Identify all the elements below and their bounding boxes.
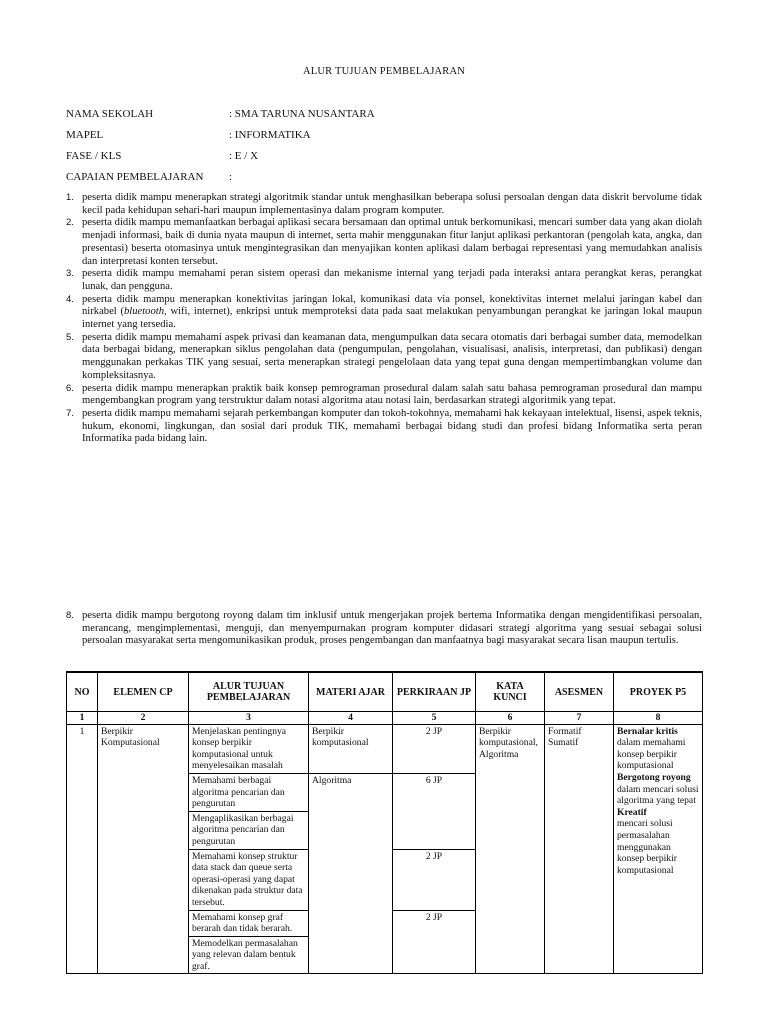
column-number: 6	[476, 712, 545, 725]
header-kata-kunci: KATA KUNCI	[476, 672, 545, 712]
cp-item	[66, 217, 702, 268]
header-materi: MATERI AJAR	[309, 672, 393, 712]
cp-text: , wifi, internet), enkripsi untuk memproteksi data pada saat melakukan penyambungan perangkat ke jaringan lokal maupun internet yang tersedia.	[82, 306, 702, 331]
cp-list-continued	[66, 610, 702, 648]
cell-no: 1	[67, 724, 98, 974]
column-number: 3	[189, 712, 309, 725]
meta-value: : INFORMATIKA	[229, 129, 311, 141]
cell-atp: Memahami konsep struktur data stack dan queue serta operasi-operasi yang dapat dikenakan pada struktur data tersebut.	[189, 849, 309, 910]
cell-jp: 2 JP	[393, 849, 476, 910]
cp-text: peserta didik mampu memahami sejarah perkembangan komputer dan tokoh-tokohnya, memahami hak kekayaan intelektual, lisensi, aspek teknis, hukum, ekonomi, lingkungan, dan sosial dari produk TIK, memahami berbagai bidang studi dan profesi bidang Informatika serta peran Informatika pada bidang lain.	[82, 407, 702, 445]
header-elemen-cp: ELEMEN CP	[98, 672, 189, 712]
p5-bold: Kreatif	[617, 806, 647, 818]
cp-item	[66, 408, 702, 446]
cp-text-italic: bluetooth	[124, 306, 165, 318]
cp-number: 4.	[66, 293, 74, 305]
document-title: ALUR TUJUAN PEMBELAJARAN	[302, 66, 466, 77]
header-atp: ALUR TUJUAN PEMBELAJARAN	[189, 672, 309, 712]
meta-value: :	[229, 171, 233, 183]
cp-text: peserta didik mampu memahami peran sistem operasi dan mekanisme internal yang terjadi pada interaksi antara perangkat keras, perangkat lunak, dan pengguna.	[82, 268, 702, 292]
column-number: 2	[98, 712, 189, 725]
table-header-row	[67, 672, 703, 712]
cell-elemen-cp: Berpikir Komputasional	[98, 724, 189, 974]
cp-number: 5.	[66, 331, 74, 343]
cell-atp: Memahami konsep graf berarah dan tidak berarah.	[189, 910, 309, 936]
cp-number: 8.	[66, 610, 74, 621]
meta-label: FASE / KLS	[66, 150, 122, 162]
header-jp: PERKIRAAN JP	[393, 672, 476, 712]
header-p5: PROYEK P5	[614, 672, 703, 712]
p5-text: dalam mencari solusi algoritma yang tepat	[617, 783, 699, 807]
cp-text: peserta didik mampu menerapkan strategi algoritmik standar untuk menghasilkan beberapa solusi persoalan dengan data diskrit bervolume tidak kecil pada kehidupan sehari-hari maupun implementasinya dalam program komputer.	[82, 192, 702, 216]
table-row	[67, 724, 703, 773]
cell-atp: Memahami berbagai algoritma pencarian dan pengurutan	[189, 773, 309, 811]
cp-text: peserta didik mampu memanfaatkan berbagai aplikasi secara bersamaan dan optimal untuk berkomunikasi, mencari sumber data yang akan diolah menjadi informasi, baik di dunia nyata maupun di internet, serta mahir menggunakan fitur lanjut aplikasi perkantoran (pengolah kata, angka, dan presentasi) beserta otomasinya untuk mengintegrasikan dan menyajikan konten aplikasi dalam berbagai representasi yang memudahkan analisis dan interpretasi konten tersebut.	[82, 217, 702, 267]
cp-number: 2.	[66, 217, 74, 229]
p5-bold: Bernalar kritis	[617, 725, 678, 737]
cp-text: peserta didik mampu menerapkan praktik baik konsep pemrograman prosedural dalam salah satu bahasa pemrograman prosedural dan mampu mengembangkan program yang terstruktur dalam notasi algoritma atau notasi lain, berdasarkan strategi algoritmik yang tepat.	[82, 382, 702, 407]
column-number: 4	[309, 712, 393, 725]
header-asesmen: ASESMEN	[545, 672, 614, 712]
column-number: 7	[545, 712, 614, 725]
cp-item	[66, 268, 702, 293]
meta-value: : E / X	[229, 150, 259, 162]
meta-value: : SMA TARUNA NUSANTARA	[229, 108, 375, 120]
cell-atp: Memodelkan permasalahan yang relevan dalam bentuk graf.	[189, 936, 309, 974]
table-column-number-row	[67, 712, 703, 725]
cell-jp: 6 JP	[393, 773, 476, 849]
cell-kata-kunci: Berpikir komputasional, Algoritma	[476, 724, 545, 974]
atp-table	[66, 671, 703, 974]
meta-label: NAMA SEKOLAH	[66, 108, 154, 120]
meta-label: CAPAIAN PEMBELAJARAN	[66, 171, 204, 183]
meta-label: MAPEL	[66, 129, 104, 141]
cp-number: 7.	[66, 407, 74, 419]
column-number: 5	[393, 712, 476, 725]
cp-number: 1.	[66, 192, 74, 203]
p5-text: mencari solusi permasalahan menggunakan konsep berpikir komputasional	[617, 818, 677, 876]
cp-item	[66, 294, 702, 332]
cp-item	[66, 383, 702, 408]
cell-p5	[614, 724, 703, 974]
cp-item	[66, 332, 702, 383]
cp-number: 6.	[66, 382, 74, 394]
header-no: NO	[67, 672, 98, 712]
column-number: 8	[614, 712, 703, 725]
p5-bold: Bergotong royong	[617, 771, 691, 783]
cp-text: peserta didik mampu menerapkan konektivitas jaringan lokal, komunikasi data via ponsel, konektivitas internet melalui jaringan kabel dan nirkabel (	[82, 293, 702, 318]
cell-atp: Menjelaskan pentingnya konsep berpikir komputasional untuk menyelesaikan masalah	[189, 724, 309, 773]
cell-jp: 2 JP	[393, 724, 476, 773]
cell-atp: Mengaplikasikan berbagai algoritma pencarian dan pengurutan	[189, 811, 309, 849]
cell-asesmen: Formatif Sumatif	[545, 724, 614, 974]
cp-text: peserta didik mampu bergotong royong dalam tim inklusif untuk mengerjakan projek bertema Informatika dengan mengidentifikasi persoalan, merancang, mengimplementasi, menguji, dan menyempurnakan program komputer didasari strategi algoritma yang sesuai sebagai solusi persoalan masyarakat serta mengomunikasikan produk, proses pengembangan dan manfaatnya bagi masyarakat secara lisan maupun tertulis.	[82, 610, 702, 647]
cp-text: peserta didik mampu memahami aspek privasi dan keamanan data, mengumpulkan data secara otomatis dari berbagai sumber data, memodelkan data berbagai bidang, menerapkan siklus pengolahan data (pengumpulan, pengolahan, visualisasi, analisis, interpretasi, dan publikasi) dengan menggunakan perkakas TIK yang sesuai, serta menerapkan strategi pengelolaan data yang tepat guna dengan mempertimbangkan volume dan kompleksitasnya.	[82, 331, 702, 381]
cp-item	[66, 610, 702, 648]
cell-materi: Berpikir komputasional	[309, 724, 393, 773]
cell-jp: 2 JP	[393, 910, 476, 974]
p5-text: dalam memahami konsep berpikir komputasional	[617, 737, 686, 772]
column-number: 1	[67, 712, 98, 725]
cp-list	[66, 192, 702, 446]
cp-item	[66, 192, 702, 217]
cp-number: 3.	[66, 268, 74, 280]
cell-materi: Algoritma	[309, 773, 393, 974]
